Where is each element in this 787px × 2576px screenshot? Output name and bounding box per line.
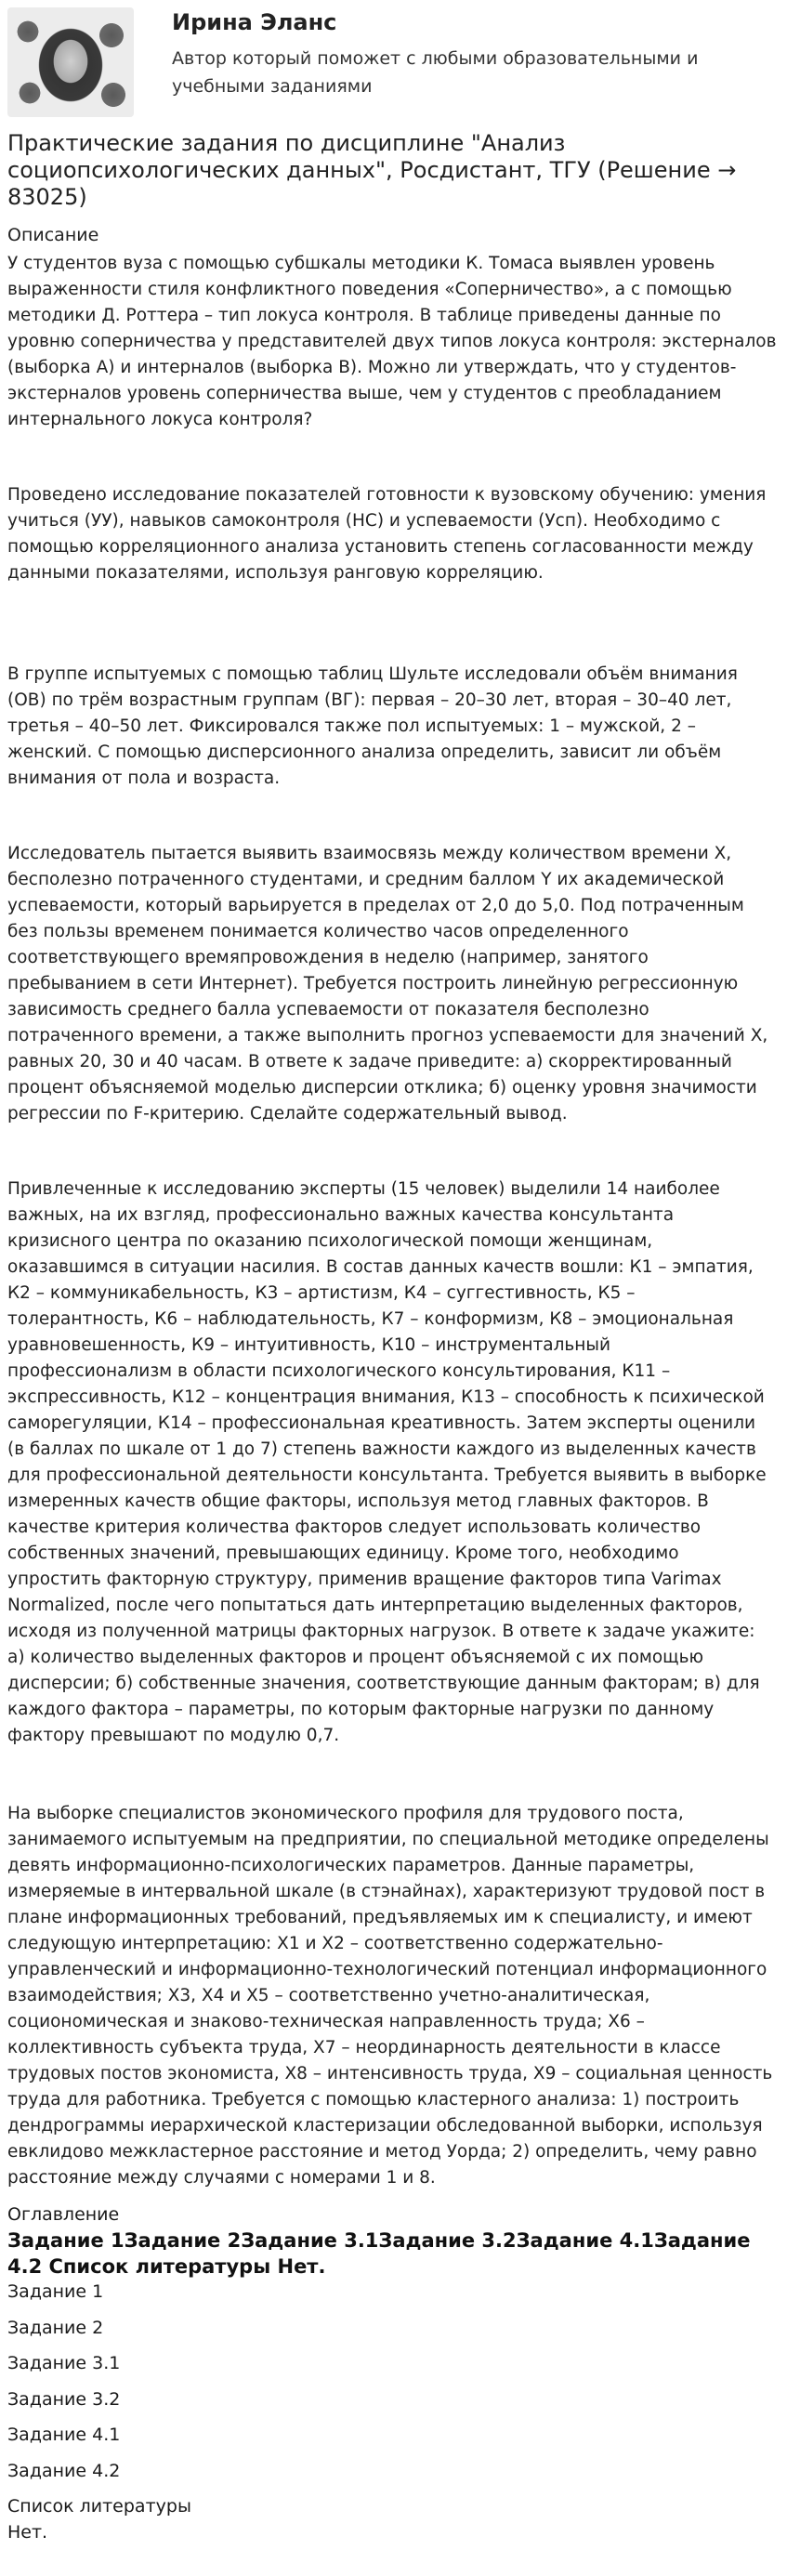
toc-label: Оглавление — [7, 2204, 120, 2225]
description-label: Описание — [7, 225, 99, 245]
author-name[interactable]: Ирина Эланс — [172, 9, 337, 35]
toc-item[interactable]: Задание 4.2 — [7, 2460, 121, 2481]
task-paragraph-1: У студентов вуза с помощью субшкалы методики К. Томаса выявлен уровень выраженности стиля конфликтного поведения «Соперничество», а с помощью методики Д. Роттера – тип локуса контроля. В таблице приведены данные по уровню соперничества у представителей двух типов локуса контроля: экстерналов (выборка А) и интерналов (выборка В). Можно ли утверждать, что у студентов-экстерналов уровень соперничества выше, чем у студентов с преобладанием интернального локуса контроля? — [7, 254, 777, 429]
task-paragraph-4: Исследователь пытается выявить взаимосвязь между количеством времени X, бесполезно потраченного студентами, и средним баллом Y их академической успеваемости, который варьируется в пределах от 2,0 до 5,0. Под потраченным без пользы временем понимается количество часов определенного соответствующего времяпровождения в неделю (например, занятого пребыванием в сети Интернет). Требуется построить линейную регрессионную зависимость среднего балла успеваемости от показателя бесполезно потраченного времени, а также выполнить прогноз успеваемости для значений X, равных 20, 30 и 40 часам. В ответе к задаче приведите: а) скорректированный процент объясняемой моделью дисперсии отклика; б) оценку уровня значимости регрессии по F-критерию. Сделайте содержательный вывод. — [7, 844, 768, 1124]
page-title: Практические задания по дисциплине "Анализ социопсихологических данных", Росдистант, ТГУ (Решение → 83025) — [7, 130, 737, 210]
literature-value: Нет. — [7, 2522, 48, 2543]
toc-item[interactable]: Задание 3.2 — [7, 2388, 121, 2410]
task-paragraph-5: Привлеченные к исследованию эксперты (15 человек) выделили 14 наиболее важных, на их взгляд, профессионально важных качества консультанта кризисного центра по оказанию психологической помощи женщинам, оказавшимся в ситуации насилия. В состав данных качеств вошли: К1 – эмпатия, К2 – коммуникабельность, К3 – артистизм, К4 – суггестивность, К5 – толерантность, К6 – наблюдательность, К7 – конформизм, К8 – эмоциональная уравновешенность, К9 – интуитивность, К10 – инструментальный профессионализм в области психологического консультирования, К11 – экспрессивность, К12 – концентрация внимания, К13 – способность к психической саморегуляции, К14 – профессиональная креативность. Затем эксперты оценили (в баллах по шкале от 1 до 7) степень важности каждого из выделенных качеств для профессиональной деятельности консультанта. Требуется выявить в выборке измеренных качеств общие факторы, используя метод главных факторов. В качестве критерия количества факторов следует использовать количество собственных значений, превышающих единицу. Кроме того, необходимо упростить факторную структуру, применив вращение факторов типа Varimax Normalized, после чего попытаться дать интерпретацию выделенных факторов, исходя из полученной матрицы факторных нагрузок. В ответе к задаче укажите: а) количество выделенных факторов и процент объясняемой с их помощью дисперсии; б) собственные значения, соответствующие данным факторам; в) для каждого фактора – параметры, по которым факторные нагрузки по данному фактору превышают по модулю 0,7. — [7, 1179, 767, 1745]
literature-label[interactable]: Список литературы — [7, 2496, 191, 2517]
author-avatar[interactable] — [7, 7, 134, 117]
task-paragraph-2: Проведено исследование показателей готовности к вузовскому обучению: умения учиться (УУ), навыков самоконтроля (НС) и успеваемости (Усп). Необходимо с помощью корреляционного анализа установить степень согласованности между данными показателями, используя ранговую корреляцию. — [7, 485, 767, 583]
task-paragraph-6: На выборке специалистов экономического профиля для трудового поста, занимаемого испытуемым на предприятии, по специальной методике определены девять информационно-психологических параметров. Данные параметры, измеряемые в интервальной шкале (в стэнайнах), характеризуют трудовой пост в плане информационных требований, предъявляемых им к специалисту, и имеют следующую интерпретацию: X1 и X2 – соответственно содержательно-управленческий и информационно-технологический потенциал информационного взаимодействия; X3, X4 и X5 – соответственно учетно-аналитическая, социономическая и знаково-техническая направленность труда; X6 – коллективность субъекта труда, X7 – неординарность деятельности в классе трудовых постов экономиста, X8 – интенсивность труда, X9 – социальная ценность труда для работника. Требуется с помощью кластерного анализа: 1) построить дендрограммы иерархической кластеризации обследованной выборки, используя евклидово межкластерное расстояние и метод Уорда; 2) определить, чему равно расстояние между случаями с номерами 1 и 8. — [7, 1804, 773, 2188]
toc-item[interactable]: Задание 3.1 — [7, 2353, 121, 2373]
toc-list — [7, 2279, 120, 2493]
author-description: Автор который поможет с любыми образовательными и учебными заданиями — [172, 48, 699, 97]
toc-item[interactable]: Задание 4.1 — [7, 2425, 121, 2445]
toc-summary: Задание 1Задание 2Задание 3.1Задание 3.2Задание 4.1Задание 4.2 Список литературы Нет. — [7, 2229, 751, 2278]
toc-item[interactable]: Задание 1 — [7, 2281, 104, 2302]
author-header — [0, 0, 787, 125]
toc-item[interactable]: Задание 2 — [7, 2317, 104, 2338]
task-paragraph-3: В группе испытуемых с помощью таблиц Шульте исследовали объём внимания (ОВ) по трём возрастным группам (ВГ): первая – 20–30 лет, вторая – 30–40 лет, третья – 40–50 лет. Фиксировался также пол испытуемых: 1 – мужской, 2 – женский. С помощью дисперсионного анализа определить, зависит ли объём внимания от пола и возраста. — [7, 664, 738, 788]
